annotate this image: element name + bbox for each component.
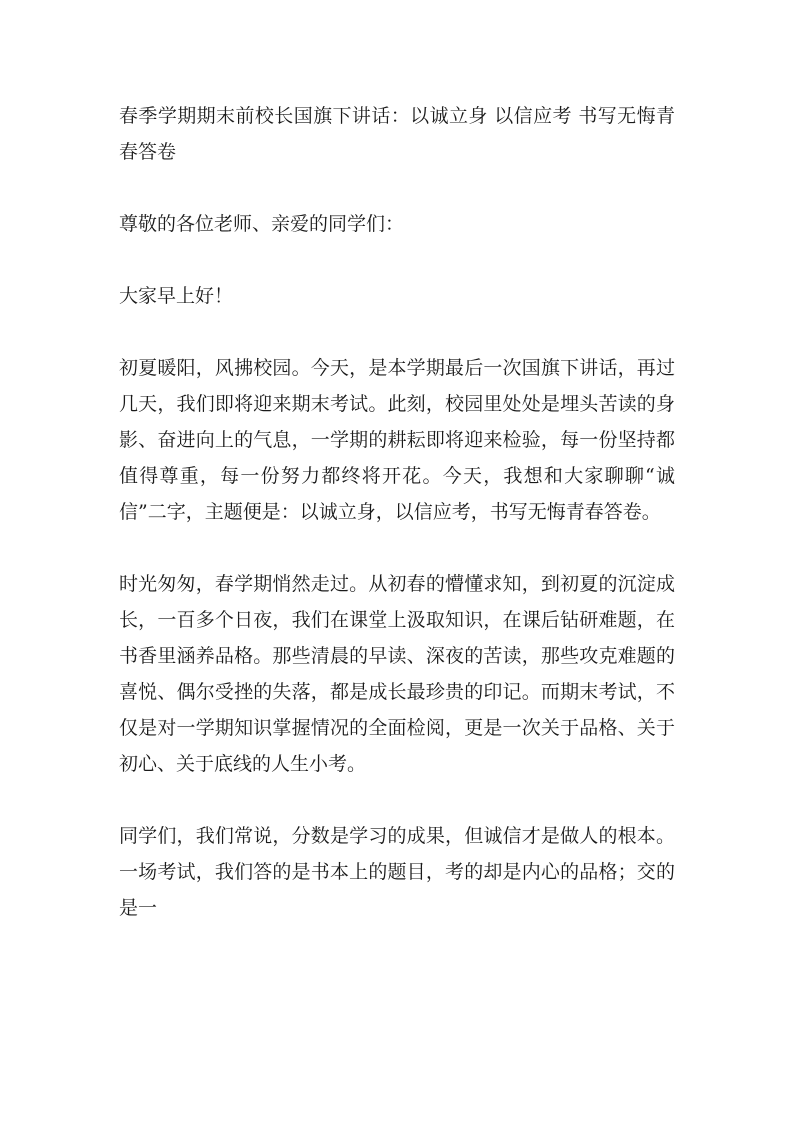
document-title: 春季学期期末前校长国旗下讲话：以诚立身 以信应考 书写无悔青春答卷 (119, 105, 675, 163)
salutation: 尊敬的各位老师、亲爱的同学们： (119, 213, 405, 235)
document-body (119, 98, 675, 962)
body-paragraph-1: 初夏暖阳，风拂校园。今天，是本学期最后一次国旗下讲话，再过几天，我们即将迎来期末考试。此刻，校园里处处是埋头苦读的身影、奋进向上的气息，一学期的耕耘即将迎来检验，每一份坚持都值得尊重，每一份努力都终将开花。今天，我想和大家聊聊“诚信”二字，主题便是：以诚立身，以信应考，书写无悔青春答卷。 (119, 357, 675, 523)
greeting: 大家早上好！ (119, 285, 234, 307)
body-paragraph-2: 时光匆匆，春学期悄然走过。从初春的懵懂求知，到初夏的沉淀成长，一百多个日夜，我们在课堂上汲取知识，在课后钻研难题，在书香里涵养品格。那些清晨的早读、深夜的苦读，那些攻克难题的喜悦、偶尔受挫的失落，都是成长最珍贵的印记。而期末考试，不仅是对一学期知识掌握情况的全面检阅，更是一次关于品格、关于初心、关于底线的人生小考。 (119, 573, 675, 775)
body-paragraph-3: 同学们，我们常说，分数是学习的成果，但诚信才是做人的根本。一场考试，我们答的是书本上的题目，考的却是内心的品格；交的是一 (119, 825, 675, 919)
